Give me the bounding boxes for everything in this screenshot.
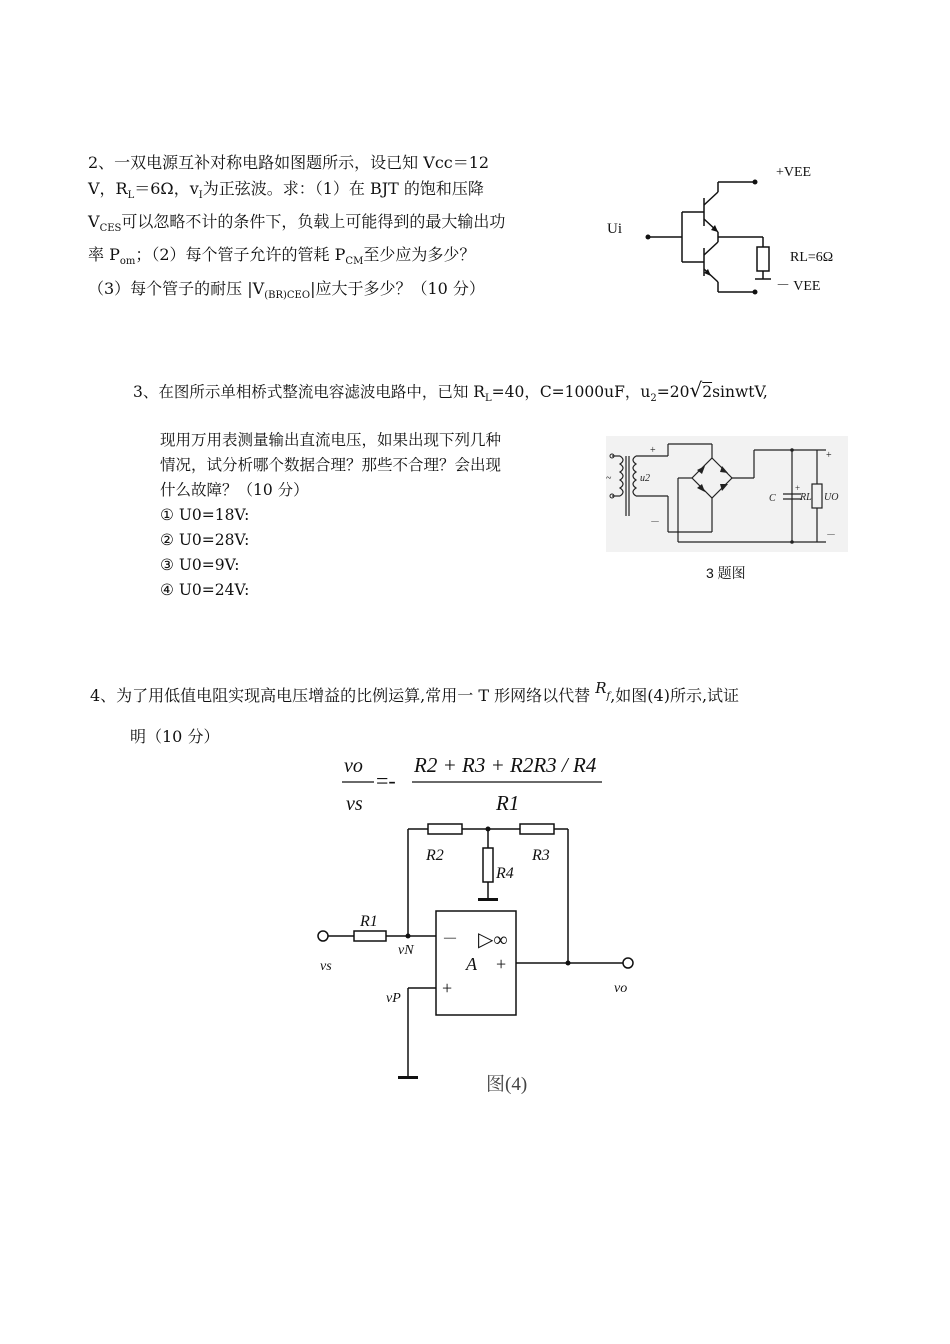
q3-uo-label: UO — [824, 492, 839, 503]
q3-minus-right: － — [826, 530, 836, 541]
q2-line5: （3）每个管子的耐压 $|V_{(BR)CEO}|$应大于多少？（10 分） — [88, 278, 485, 301]
q3-bridge-rectifier-diagram — [606, 436, 848, 552]
q4-formula-eq: =- — [376, 768, 396, 793]
q3-line3: 什么故障？（10 分） — [160, 481, 309, 499]
q2-line3: $V_{CES}$可以忽略不计的条件下，负载上可能得到的最大输出功 — [88, 212, 506, 235]
q3-option-1: ① U0=18V: — [160, 506, 250, 524]
q4-r3-label: R3 — [532, 847, 550, 864]
q4-formula-rhs-num: R2 + R3 + R2R3 / R4 — [414, 753, 597, 777]
q4-r4-label: R4 — [496, 865, 514, 882]
q4-r2-label: R2 — [426, 847, 444, 864]
q4-vo-label: vo — [614, 981, 628, 996]
q3-plus-right: + — [826, 450, 832, 461]
q2-line2: V，$R_L=6\Omega$，$v_I$为正弦波。求：（1）在 BJT 的饱和压降 — [88, 179, 484, 202]
q4-vs-label: vs — [320, 959, 332, 974]
q3-intro: 3、在图所示单相桥式整流电容滤波电路中，已知 $R_L=40$，C=1000uF，$u_2=20√2sinwtV$, — [133, 378, 768, 405]
q4-line2: 明（10 分） — [130, 727, 220, 746]
q4-opamp-infinity: ▷∞ — [478, 929, 508, 951]
q4-figure-caption: 图(4) — [486, 1074, 528, 1095]
q4-vp-label: vP — [386, 991, 401, 1006]
q4-opamp-minus: － — [442, 931, 459, 948]
q4-opamp-output-plus: + — [496, 954, 507, 974]
q3-option-3: ③ U0=9V: — [160, 556, 240, 574]
q4-formula-and-circuit — [300, 748, 640, 1098]
q3-u2-label: u2 — [640, 473, 650, 484]
q4-r1-label: R1 — [360, 913, 378, 930]
q2-vee-label: － VEE — [776, 279, 821, 294]
q2-line4: 率 $P_{om}$；（2）每个管子允许的管耗 $P_{CM}$至少应为多少？ — [88, 245, 476, 268]
q3-plus-cap: + — [795, 483, 801, 493]
q2-text — [88, 150, 608, 309]
q2-line1: 2、一双电源互补对称电路如图题所示，设已知 Vcc＝12 — [88, 153, 490, 172]
q4-formula-lhs-num: vo — [344, 755, 363, 777]
q3-minus-left: － — [650, 517, 660, 528]
q2-circuit-diagram — [600, 150, 860, 310]
q4-opamp-plus: + — [442, 978, 453, 998]
q4-formula-rhs-den: R1 — [496, 791, 520, 815]
q3-option-2: ② U0=28V: — [160, 531, 250, 549]
q4-opamp-label: A — [466, 954, 477, 974]
q2-vcc-label: +VEE — [776, 165, 812, 180]
q3-option-4: ④ U0=24V: — [160, 581, 250, 599]
q3-line1: 现用万用表测量输出直流电压，如果出现下列几种 — [160, 431, 502, 449]
q3-line2: 情况，试分析哪个数据合理？那些不合理？会出现 — [160, 456, 502, 474]
q4-vn-label: vN — [398, 943, 414, 958]
q4-line1: 4、为了用低值电阻实现高电压增益的比例运算,常用一 T 形网络以代替 $R_f$,如图(4)所示,试证 — [90, 679, 740, 705]
q3-c-label: C — [769, 493, 776, 504]
q2-load-label: RL=6Ω — [790, 250, 834, 265]
q4-formula-lhs-den: vs — [346, 793, 363, 815]
q2-input-label: Ui — [607, 221, 622, 237]
q3-body — [160, 428, 501, 603]
q3-plus-left: + — [650, 445, 656, 456]
q3-figure-caption: 3 题图 — [706, 565, 746, 581]
q3-source-symbol: ~ — [606, 473, 612, 484]
q3-rl-label: RL — [800, 492, 812, 503]
